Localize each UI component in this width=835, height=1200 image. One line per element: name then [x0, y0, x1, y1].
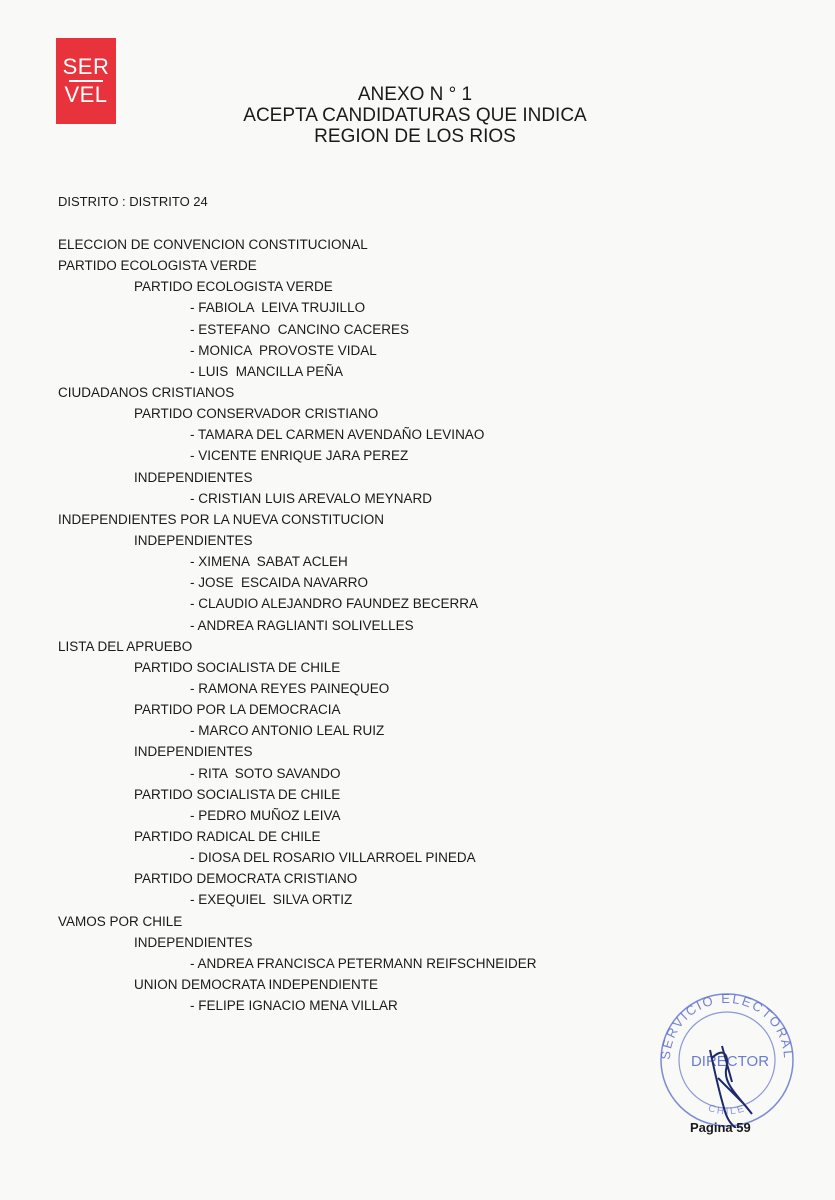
list-candidate: - VICENTE ENRIQUE JARA PEREZ	[190, 448, 409, 464]
electoral-service-stamp	[652, 988, 802, 1128]
list-party: PARTIDO DEMOCRATA CRISTIANO	[134, 871, 358, 887]
logo-line1: SER	[62, 54, 110, 79]
list-party: PARTIDO SOCIALISTA DE CHILE	[134, 786, 341, 802]
list-party: PARTIDO ECOLOGISTA VERDE	[134, 279, 333, 295]
svg-text:SERVICIO ELECTORAL	[658, 991, 796, 1060]
candidate-listing	[58, 234, 758, 1016]
list-candidate: - JOSE ESCAIDA NAVARRO	[190, 575, 369, 591]
list-candidate: - FABIOLA LEIVA TRUJILLO	[190, 300, 366, 316]
list-coalition: INDEPENDIENTES POR LA NUEVA CONSTITUCION	[58, 511, 385, 527]
header-line1: ANEXO N ° 1	[357, 84, 473, 105]
list-candidate: - FELIPE IGNACIO MENA VILLAR	[190, 998, 398, 1014]
list-candidate: - DIOSA DEL ROSARIO VILLARROEL PINEDA	[190, 850, 476, 866]
list-candidate: - MONICA PROVOSTE VIDAL	[190, 342, 377, 358]
list-candidate: - RAMONA REYES PAINEQUEO	[190, 680, 390, 696]
list-party: INDEPENDIENTES	[134, 469, 253, 485]
list-party: PARTIDO SOCIALISTA DE CHILE	[134, 659, 341, 675]
list-candidate: - ESTEFANO CANCINO CACERES	[190, 321, 410, 337]
list-party: INDEPENDIENTES	[134, 744, 253, 760]
list-candidate: - TAMARA DEL CARMEN AVENDAÑO LEVINAO	[190, 427, 485, 443]
header-line3: REGION DE LOS RIOS	[314, 126, 516, 147]
list-candidate: - ANDREA RAGLIANTI SOLIVELLES	[190, 617, 414, 633]
servel-logo	[56, 38, 116, 124]
list-coalition: LISTA DEL APRUEBO	[58, 638, 193, 654]
list-candidate: - CLAUDIO ALEJANDRO FAUNDEZ BECERRA	[190, 596, 479, 612]
list-candidate: - XIMENA SABAT ACLEH	[190, 554, 348, 570]
list-coalition: VAMOS POR CHILE	[58, 913, 183, 929]
list-party: PARTIDO CONSERVADOR CRISTIANO	[134, 406, 379, 422]
stamp-bottom-text: CHILE	[706, 1102, 748, 1118]
list-candidate: - EXEQUIEL SILVA ORTIZ	[190, 892, 353, 908]
list-party: PARTIDO RADICAL DE CHILE	[134, 828, 321, 844]
district-label: DISTRITO : DISTRITO 24	[58, 194, 208, 209]
stamp-center-text: DIRECTOR	[690, 1053, 770, 1070]
list-party: INDEPENDIENTES	[134, 934, 253, 950]
list-party: UNION DEMOCRATA INDEPENDIENTE	[134, 976, 379, 992]
logo-line2: VEL	[64, 82, 108, 107]
stamp-outer-text: SERVICIO ELECTORAL	[657, 990, 797, 1061]
list-candidate: - MARCO ANTONIO LEAL RUIZ	[190, 723, 385, 739]
list-candidate: - ANDREA FRANCISCA PETERMANN REIFSCHNEIDER	[190, 955, 537, 971]
list-candidate: - PEDRO MUÑOZ LEIVA	[190, 807, 341, 823]
list-coalition: ELECCION DE CONVENCION CONSTITUCIONAL	[58, 237, 368, 252]
list-candidate: - LUIS MANCILLA PEÑA	[190, 363, 344, 379]
list-coalition: CIUDADANOS CRISTIANOS	[58, 384, 235, 400]
list-candidate: - CRISTIAN LUIS AREVALO MEYNARD	[190, 490, 433, 506]
list-candidate: - RITA SOTO SAVANDO	[190, 765, 341, 781]
document-header	[150, 84, 680, 147]
header-line2: ACEPTA CANDIDATURAS QUE INDICA	[243, 105, 587, 126]
list-party: INDEPENDIENTES	[134, 532, 253, 548]
list-party: PARTIDO POR LA DEMOCRACIA	[134, 702, 341, 718]
list-coalition: PARTIDO ECOLOGISTA VERDE	[58, 258, 257, 274]
page-number: Pagina 59	[690, 1120, 751, 1135]
